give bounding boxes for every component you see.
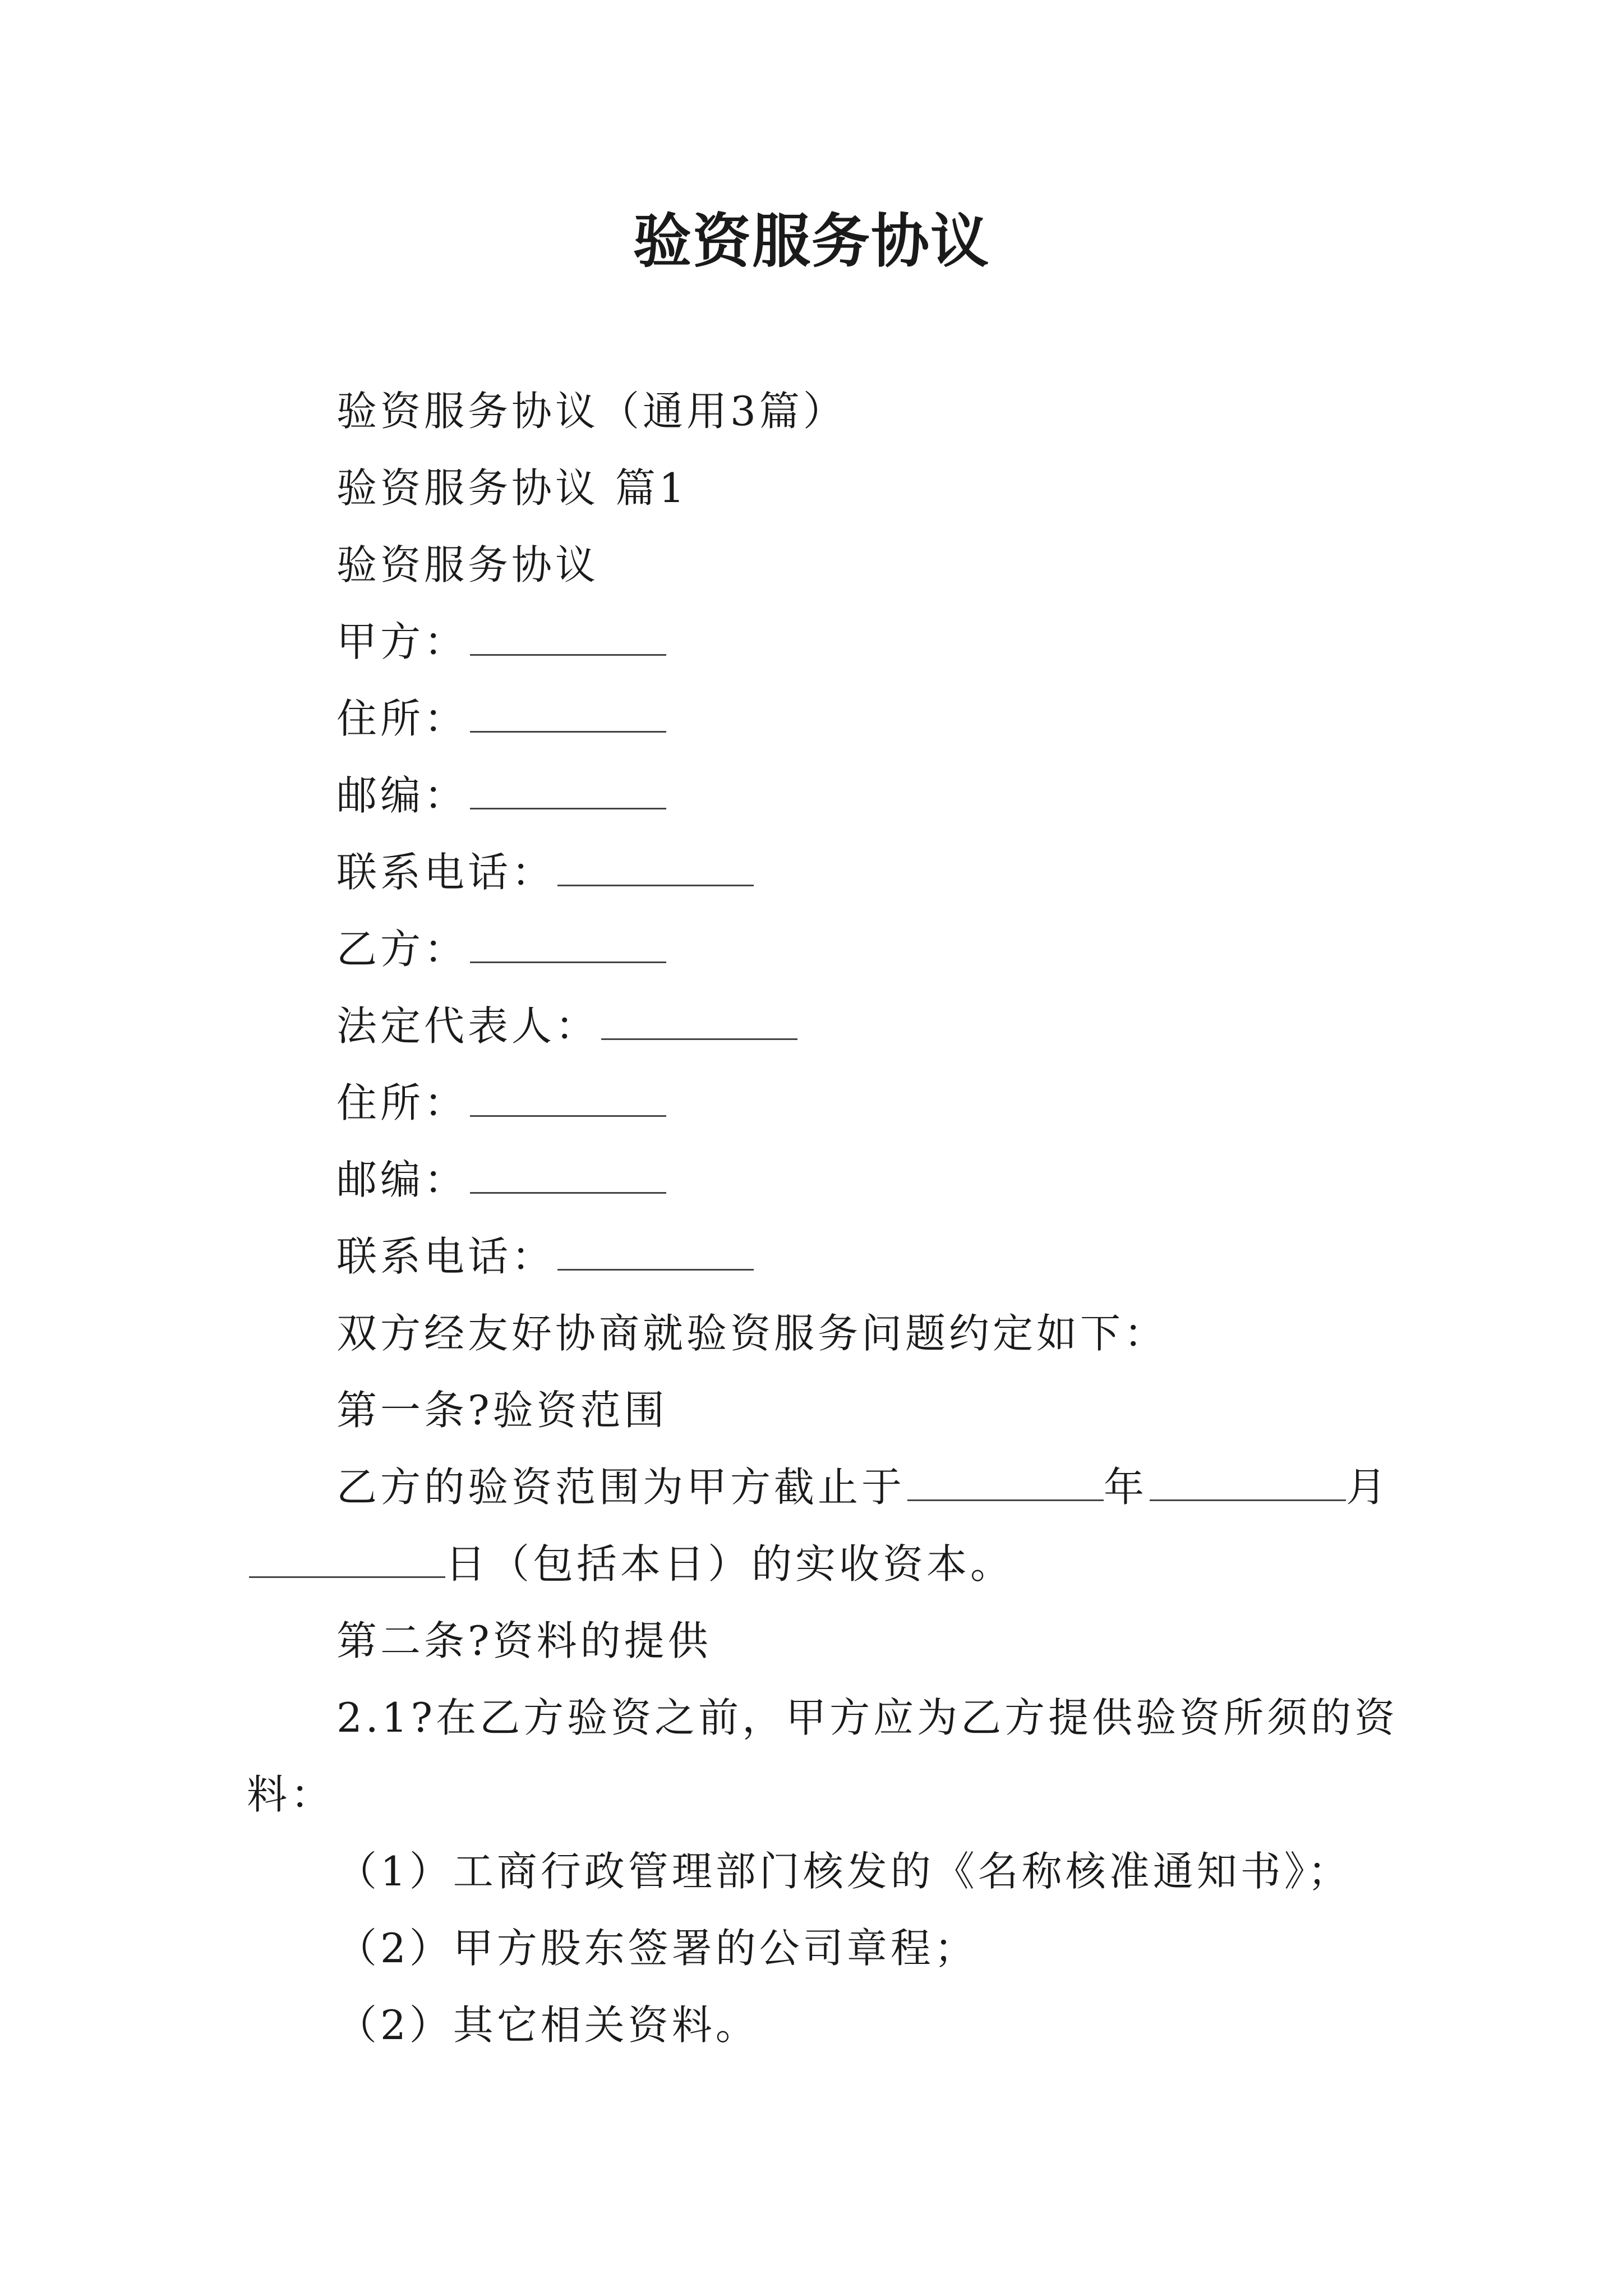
party-a-blank bbox=[470, 620, 666, 656]
scope-clause-line2 bbox=[247, 1526, 1380, 1603]
party-b-phone-line bbox=[247, 1218, 1380, 1295]
scope-year-blank bbox=[907, 1466, 1104, 1501]
party-a-line bbox=[247, 604, 1380, 680]
document-body bbox=[247, 373, 1399, 2064]
party-b-representative-line bbox=[247, 988, 1380, 1065]
party-a-phone-line bbox=[247, 834, 1380, 911]
party-b-address-line bbox=[247, 1065, 1380, 1142]
party-b-phone-blank bbox=[557, 1235, 754, 1271]
scope-month-label: 月 bbox=[1346, 1464, 1390, 1511]
party-a-phone-blank bbox=[557, 851, 754, 886]
list-item: （1）工商行政管理部门核发的《名称核准通知书》； bbox=[336, 1848, 1352, 1895]
party-a-postcode-blank bbox=[470, 774, 666, 809]
party-b-address-label: 住所： bbox=[336, 1079, 468, 1126]
party-b-label: 乙方： bbox=[336, 926, 468, 973]
list-item: （2）甲方股东签署的公司章程； bbox=[336, 1925, 978, 1972]
party-a-postcode-line bbox=[247, 757, 1380, 834]
clause-2-1-line2: 料： bbox=[247, 1771, 335, 1818]
article-2-heading: 第二条?资料的提供 bbox=[336, 1617, 712, 1664]
heading-general: 验资服务协议（通用3篇） bbox=[336, 388, 847, 435]
scope-month-blank bbox=[1150, 1466, 1346, 1501]
party-b-postcode-line bbox=[247, 1142, 1380, 1218]
document-title: 验资服务协议 bbox=[633, 206, 990, 275]
scope-day-blank bbox=[249, 1543, 445, 1578]
party-b-line bbox=[247, 911, 1380, 988]
party-b-blank bbox=[470, 928, 666, 963]
agreement-name: 验资服务协议 bbox=[336, 541, 600, 588]
party-a-address-line bbox=[247, 680, 1380, 757]
party-a-phone-label: 联系电话： bbox=[336, 849, 556, 896]
party-b-postcode-blank bbox=[470, 1158, 666, 1194]
party-b-address-blank bbox=[470, 1082, 666, 1117]
article-1-heading: 第一条?验资范围 bbox=[336, 1387, 668, 1434]
party-b-postcode-label: 邮编： bbox=[336, 1156, 468, 1203]
party-a-address-label: 住所： bbox=[336, 695, 468, 742]
list-item: （2）其它相关资料。 bbox=[336, 2001, 759, 2049]
heading-part1: 验资服务协议 篇1 bbox=[336, 464, 688, 512]
party-b-representative-label: 法定代表人： bbox=[336, 1002, 600, 1050]
scope-day-text: 日（包括本日）的实收资本。 bbox=[445, 1540, 1015, 1588]
party-b-representative-blank bbox=[601, 1005, 797, 1040]
party-a-label: 甲方： bbox=[336, 618, 468, 665]
clause-2-1-line1: 2.1?在乙方验资之前，甲方应为乙方提供验资所须的资 bbox=[336, 1694, 1399, 1741]
scope-clause-text: 乙方的验资范围为甲方截止于 bbox=[336, 1464, 906, 1511]
scope-year-label: 年 bbox=[1104, 1464, 1148, 1511]
preamble: 双方经友好协商就验资服务问题约定如下： bbox=[336, 1310, 1168, 1357]
party-a-postcode-label: 邮编： bbox=[336, 772, 468, 819]
scope-clause-line1 bbox=[247, 1449, 1390, 1526]
party-b-phone-label: 联系电话： bbox=[336, 1233, 556, 1280]
party-a-address-blank bbox=[470, 697, 666, 733]
